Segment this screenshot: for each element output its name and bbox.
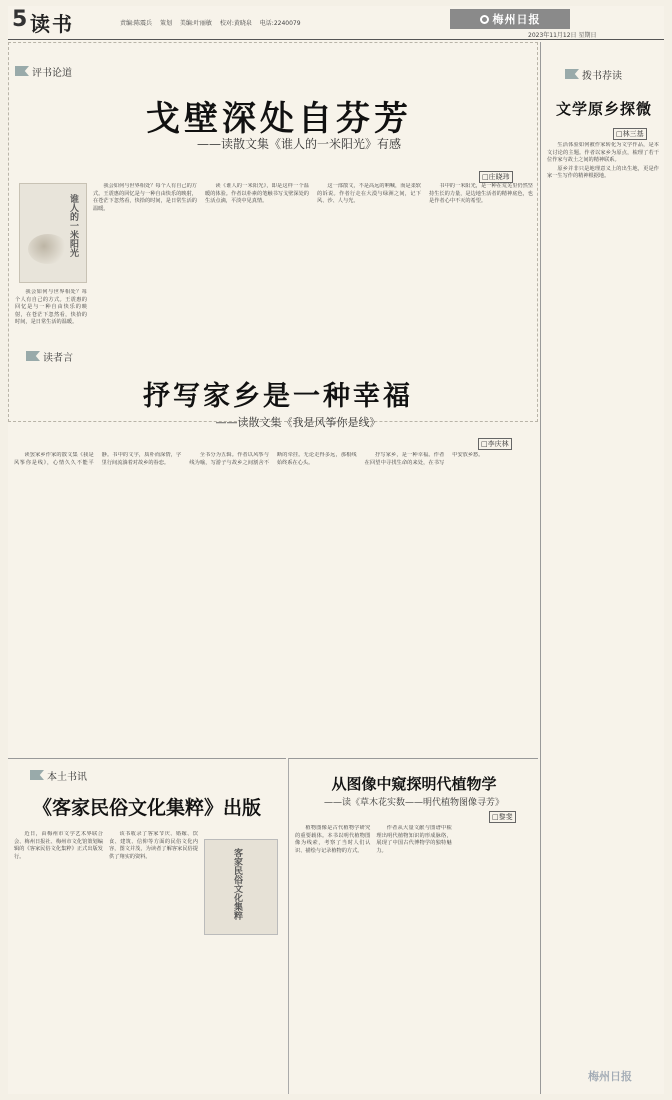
watermark-logo: 梅州日报 [588, 1070, 632, 1083]
article-subhead: ——读散文集《谁人的一米阳光》有感 [196, 137, 401, 151]
bottom-middle-article [288, 758, 538, 1094]
article-body [14, 831, 198, 1089]
article-headline: 抒写家乡是一种幸福 [143, 381, 413, 412]
right-column-article [540, 42, 664, 1094]
ribbon-icon [565, 69, 579, 79]
article-headline: 从图像中窥探明代植物学 [331, 775, 497, 793]
page-header [8, 6, 664, 40]
editor-credit: 美编:叶丽敏 [179, 20, 212, 27]
paragraph: 读《谁人的一米阳光》，即是这样一个温暖的体验。作者以朴素的笔触书写戈壁深处的生活点滴，平淡中见真情。 [205, 183, 309, 205]
paragraph: 我会如何与世界相处？每个人有自己的方式。王震惠的回忆是与一种自由快乐的映射，在苍茫下忽然看，快拾的时间，是日常生活的温暖。 [93, 183, 197, 212]
paragraph: 我会如何与世界相处？每个人有自己的方式。王震惠的回忆是与一种自由快乐的映射，在苍茫下忽然看，快拾的时间，是日常生活的温暖。 [15, 289, 87, 326]
article-subhead: ——读散文集《我是风筝你是线》 [215, 416, 381, 429]
bottom-left-article [8, 758, 286, 1094]
section-tag-right [565, 66, 622, 82]
page-number: 5 [12, 7, 28, 32]
paragraph: 近日，由梅州市文学艺术界联合会、梅州日报社、梅州市文化馆策划编辑的《客家民俗文化集粹》正式出版发行。 [14, 831, 103, 860]
masthead-text: 梅州日报 [492, 13, 541, 26]
book-cover-title: 谁人的一米阳光 [68, 194, 78, 257]
section-title: 读书 [30, 12, 74, 36]
paragraph: 生活体验如何被作家转化为文学作品，是本文讨论的主题。作者以家乡为原点，梳理了若干位作家与故土之间的精神联系。 [547, 142, 659, 164]
paragraph: 全书分为五辑。作者以风筝与线为喻，写游子与故乡之间割舍不断的牵挂。无论走得多远，那根线始终系在心头。 [189, 452, 357, 466]
section-tag-reader [26, 348, 73, 364]
logo-icon [480, 15, 489, 24]
book-cover-title: 客家民俗文化集粹 [232, 848, 242, 920]
paragraph: 读罢家乡作家的散文集《我是风筝你是线》，心情久久不能平静。书中的文字，质朴而深情，字里行间流淌着对故乡的眷恋。 [14, 452, 182, 466]
editor-credit: 电话:2240079 [259, 20, 301, 27]
editor-credit: 策划 [159, 20, 172, 27]
editor-credit: 责编:陈震兵 [120, 20, 153, 27]
book-cover-image [19, 183, 87, 283]
tag-label: 本土书讯 [47, 771, 87, 783]
article-body-left [15, 289, 87, 329]
cover-illustration [28, 234, 68, 264]
section-tag-review [15, 63, 72, 79]
paragraph: 这一部散文，不是高远的呐喊，而是柔软的诉说。作者行走在大漠与绿洲之间，记下风、沙、人与光。 [317, 183, 421, 205]
ribbon-icon [30, 770, 44, 780]
masthead-logo [450, 9, 570, 29]
article-author: □黎斐 [489, 811, 516, 823]
ribbon-icon [15, 66, 29, 76]
article-headline: 文学原乡探微 [555, 100, 652, 118]
editor-credits [120, 18, 307, 27]
paragraph: 作者从大量文献与图谱中梳理出明代植物知识的形成脉络，展现了中国古代博物学的独特魅力。 [376, 825, 452, 854]
article-author: □李庆林 [478, 438, 512, 450]
tag-label: 评书论道 [32, 67, 72, 79]
article-headline: 戈壁深处自芬芳 [146, 99, 412, 139]
article-body [295, 825, 533, 1089]
newspaper-page [8, 6, 664, 1094]
section-tag-local [30, 767, 87, 783]
dateline: 2023年11月12日 星期日 [528, 32, 597, 39]
article-subhead: ——读《草木花实数——明代植物图像寻芳》 [323, 798, 504, 808]
paragraph: 原乡并非只是地理意义上的出生地，更是作家一生写作的精神根据地。 [547, 165, 659, 180]
article-body [14, 452, 532, 748]
article-author: □林三基 [613, 128, 647, 140]
tag-label: 读者言 [43, 352, 73, 364]
article-author: □庄晓玮 [479, 171, 513, 183]
paragraph: 植物图像是古代植物学研究的重要载体。本书以明代植物图像为线索，考察了当时人们认识、描绘与记录植物的方式。 [295, 825, 371, 854]
paragraph: 书中的一米阳光，是一种在荒芜里仍然坚持生长的力量，是边地生活者的精神底色，也是作者心中不灭的希望。 [429, 183, 533, 205]
book-cover-image [204, 839, 278, 935]
tag-label: 拨书荐读 [582, 70, 622, 82]
ribbon-icon [26, 351, 40, 361]
paragraph: 该书收录了客家节庆、婚嫁、饮食、建筑、信仰等方面的民俗文化内容，图文并茂，为读者了解客家民俗提供了翔实的资料。 [109, 831, 198, 860]
editor-credit: 校对:黄晓泉 [219, 20, 252, 27]
paragraph: 抒写家乡，是一种幸福。作者在回望中寻找生命的来处，在书写中安放乡愁。 [364, 452, 484, 466]
article-headline: 《客家民俗文化集粹》出版 [32, 797, 261, 819]
article-body [547, 142, 659, 1082]
middle-article [8, 336, 538, 756]
